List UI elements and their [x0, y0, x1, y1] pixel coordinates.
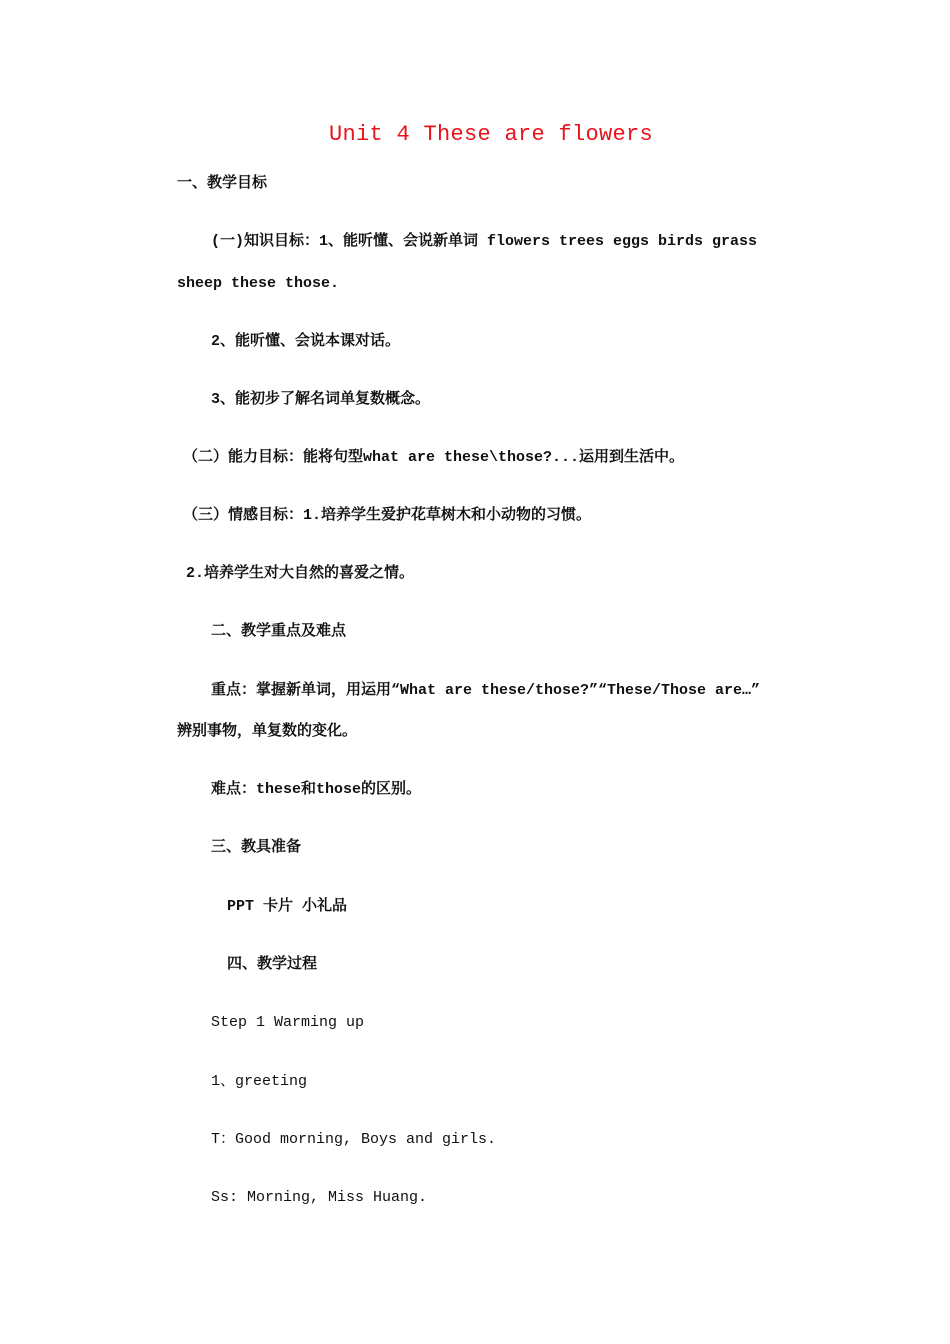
- section-heading-key-points: 二、教学重点及难点: [211, 623, 347, 640]
- knowledge-goal-item-2: 2、能听懂、会说本课对话。: [211, 333, 401, 350]
- teaching-aids-list: PPT 卡片 小礼品: [227, 898, 348, 915]
- step-1-heading: Step 1 Warming up: [211, 1014, 365, 1031]
- teacher-dialogue-line: T：Good morning, Boys and girls.: [211, 1131, 497, 1148]
- key-point-line: 重点：掌握新单词，用运用“What are these/those?”“These/Those are…”: [211, 682, 761, 699]
- knowledge-goal-item-3: 3、能初步了解名词单复数概念。: [211, 391, 431, 408]
- knowledge-goal-continuation: sheep these those.: [177, 275, 340, 292]
- students-dialogue-line: Ss: Morning, Miss Huang.: [211, 1189, 428, 1206]
- document-title: Unit 4 These are flowers: [328, 122, 654, 147]
- section-heading-teaching-process: 四、教学过程: [227, 956, 318, 973]
- section-heading-teaching-goals: 一、教学目标: [177, 175, 268, 192]
- emotion-goal-line: （三）情感目标：1.培养学生爱护花草树木和小动物的习惯。: [183, 507, 592, 524]
- key-point-continuation: 辨别事物，单复数的变化。: [177, 723, 358, 740]
- section-heading-teaching-aids: 三、教具准备: [211, 839, 302, 856]
- emotion-goal-item-2: 2.培养学生对大自然的喜爱之情。: [186, 565, 415, 582]
- knowledge-goal-line: (一)知识目标：1、能听懂、会说新单词 flowers trees eggs birds grass: [211, 233, 758, 250]
- difficult-point-line: 难点：these和those的区别。: [211, 781, 422, 798]
- ability-goal-line: （二）能力目标：能将句型what are these\those?...运用到生活中。: [183, 449, 685, 466]
- greeting-item: 1、greeting: [211, 1073, 308, 1090]
